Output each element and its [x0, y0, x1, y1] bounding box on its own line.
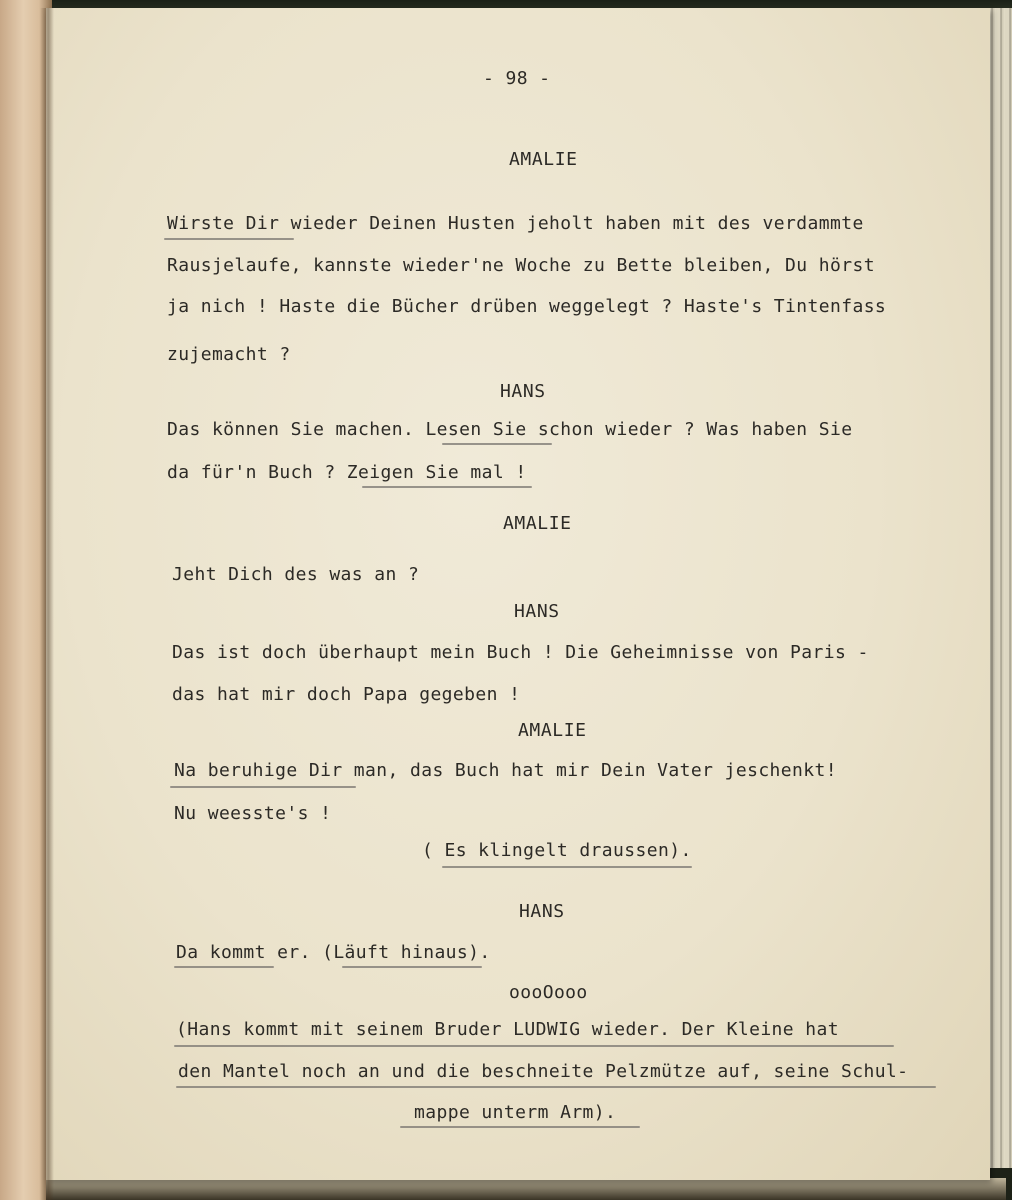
pencil-underline	[362, 486, 532, 488]
dialogue-line: Nu weesste's !	[174, 803, 332, 824]
stage-direction: ( Es klingelt draussen).	[422, 840, 692, 861]
pencil-underline	[174, 1045, 894, 1047]
page-number: - 98 -	[483, 68, 551, 89]
pencil-underline	[170, 786, 356, 788]
stage-direction: mappe unterm Arm).	[414, 1102, 617, 1123]
pencil-underline	[442, 866, 692, 868]
stage-direction: Da kommt er. (Läuft hinaus).	[176, 942, 491, 963]
pencil-underline	[400, 1126, 640, 1128]
page-bottom-edge	[46, 1178, 1006, 1200]
dialogue-line: Wirste Dir wieder Deinen Husten jeholt haben mit des verdammte	[167, 213, 864, 234]
pencil-underline	[164, 238, 294, 240]
speaker-hans: HANS	[514, 601, 560, 622]
pencil-underline	[442, 443, 552, 445]
dialogue-line: Na beruhige Dir man, das Buch hat mir Dein Vater jeschenkt!	[174, 760, 837, 781]
speaker-amalie: AMALIE	[518, 720, 587, 741]
speaker-amalie: AMALIE	[509, 149, 578, 170]
pencil-underline	[176, 1086, 936, 1088]
speaker-hans: HANS	[519, 901, 565, 922]
dialogue-line: zujemacht ?	[167, 344, 291, 365]
speaker-hans: HANS	[500, 381, 546, 402]
scene-separator: oooOooo	[509, 982, 588, 1003]
dialogue-line: das hat mir doch Papa gegeben !	[172, 684, 521, 705]
dialogue-line: Das können Sie machen. Lesen Sie schon wieder ? Was haben Sie	[167, 419, 853, 440]
typewritten-page	[46, 8, 990, 1180]
speaker-amalie: AMALIE	[503, 513, 572, 534]
dialogue-line: ja nich ! Haste die Bücher drüben weggelegt ? Haste's Tintenfass	[167, 296, 887, 317]
dialogue-line: Rausjelaufe, kannste wieder'ne Woche zu Bette bleiben, Du hörst	[167, 255, 875, 276]
dialogue-line: Das ist doch überhaupt mein Buch ! Die Geheimnisse von Paris -	[172, 642, 869, 663]
gutter-shadow	[40, 8, 54, 1200]
stage-direction: den Mantel noch an und die beschneite Pelzmütze auf, seine Schul-	[178, 1061, 909, 1082]
dialogue-line: Jeht Dich des was an ?	[172, 564, 420, 585]
dialogue-line: da für'n Buch ? Zeigen Sie mal !	[167, 462, 527, 483]
pencil-underline	[342, 966, 482, 968]
stage-direction: (Hans kommt mit seinem Bruder LUDWIG wieder. Der Kleine hat	[176, 1019, 839, 1040]
pencil-underline	[174, 966, 274, 968]
